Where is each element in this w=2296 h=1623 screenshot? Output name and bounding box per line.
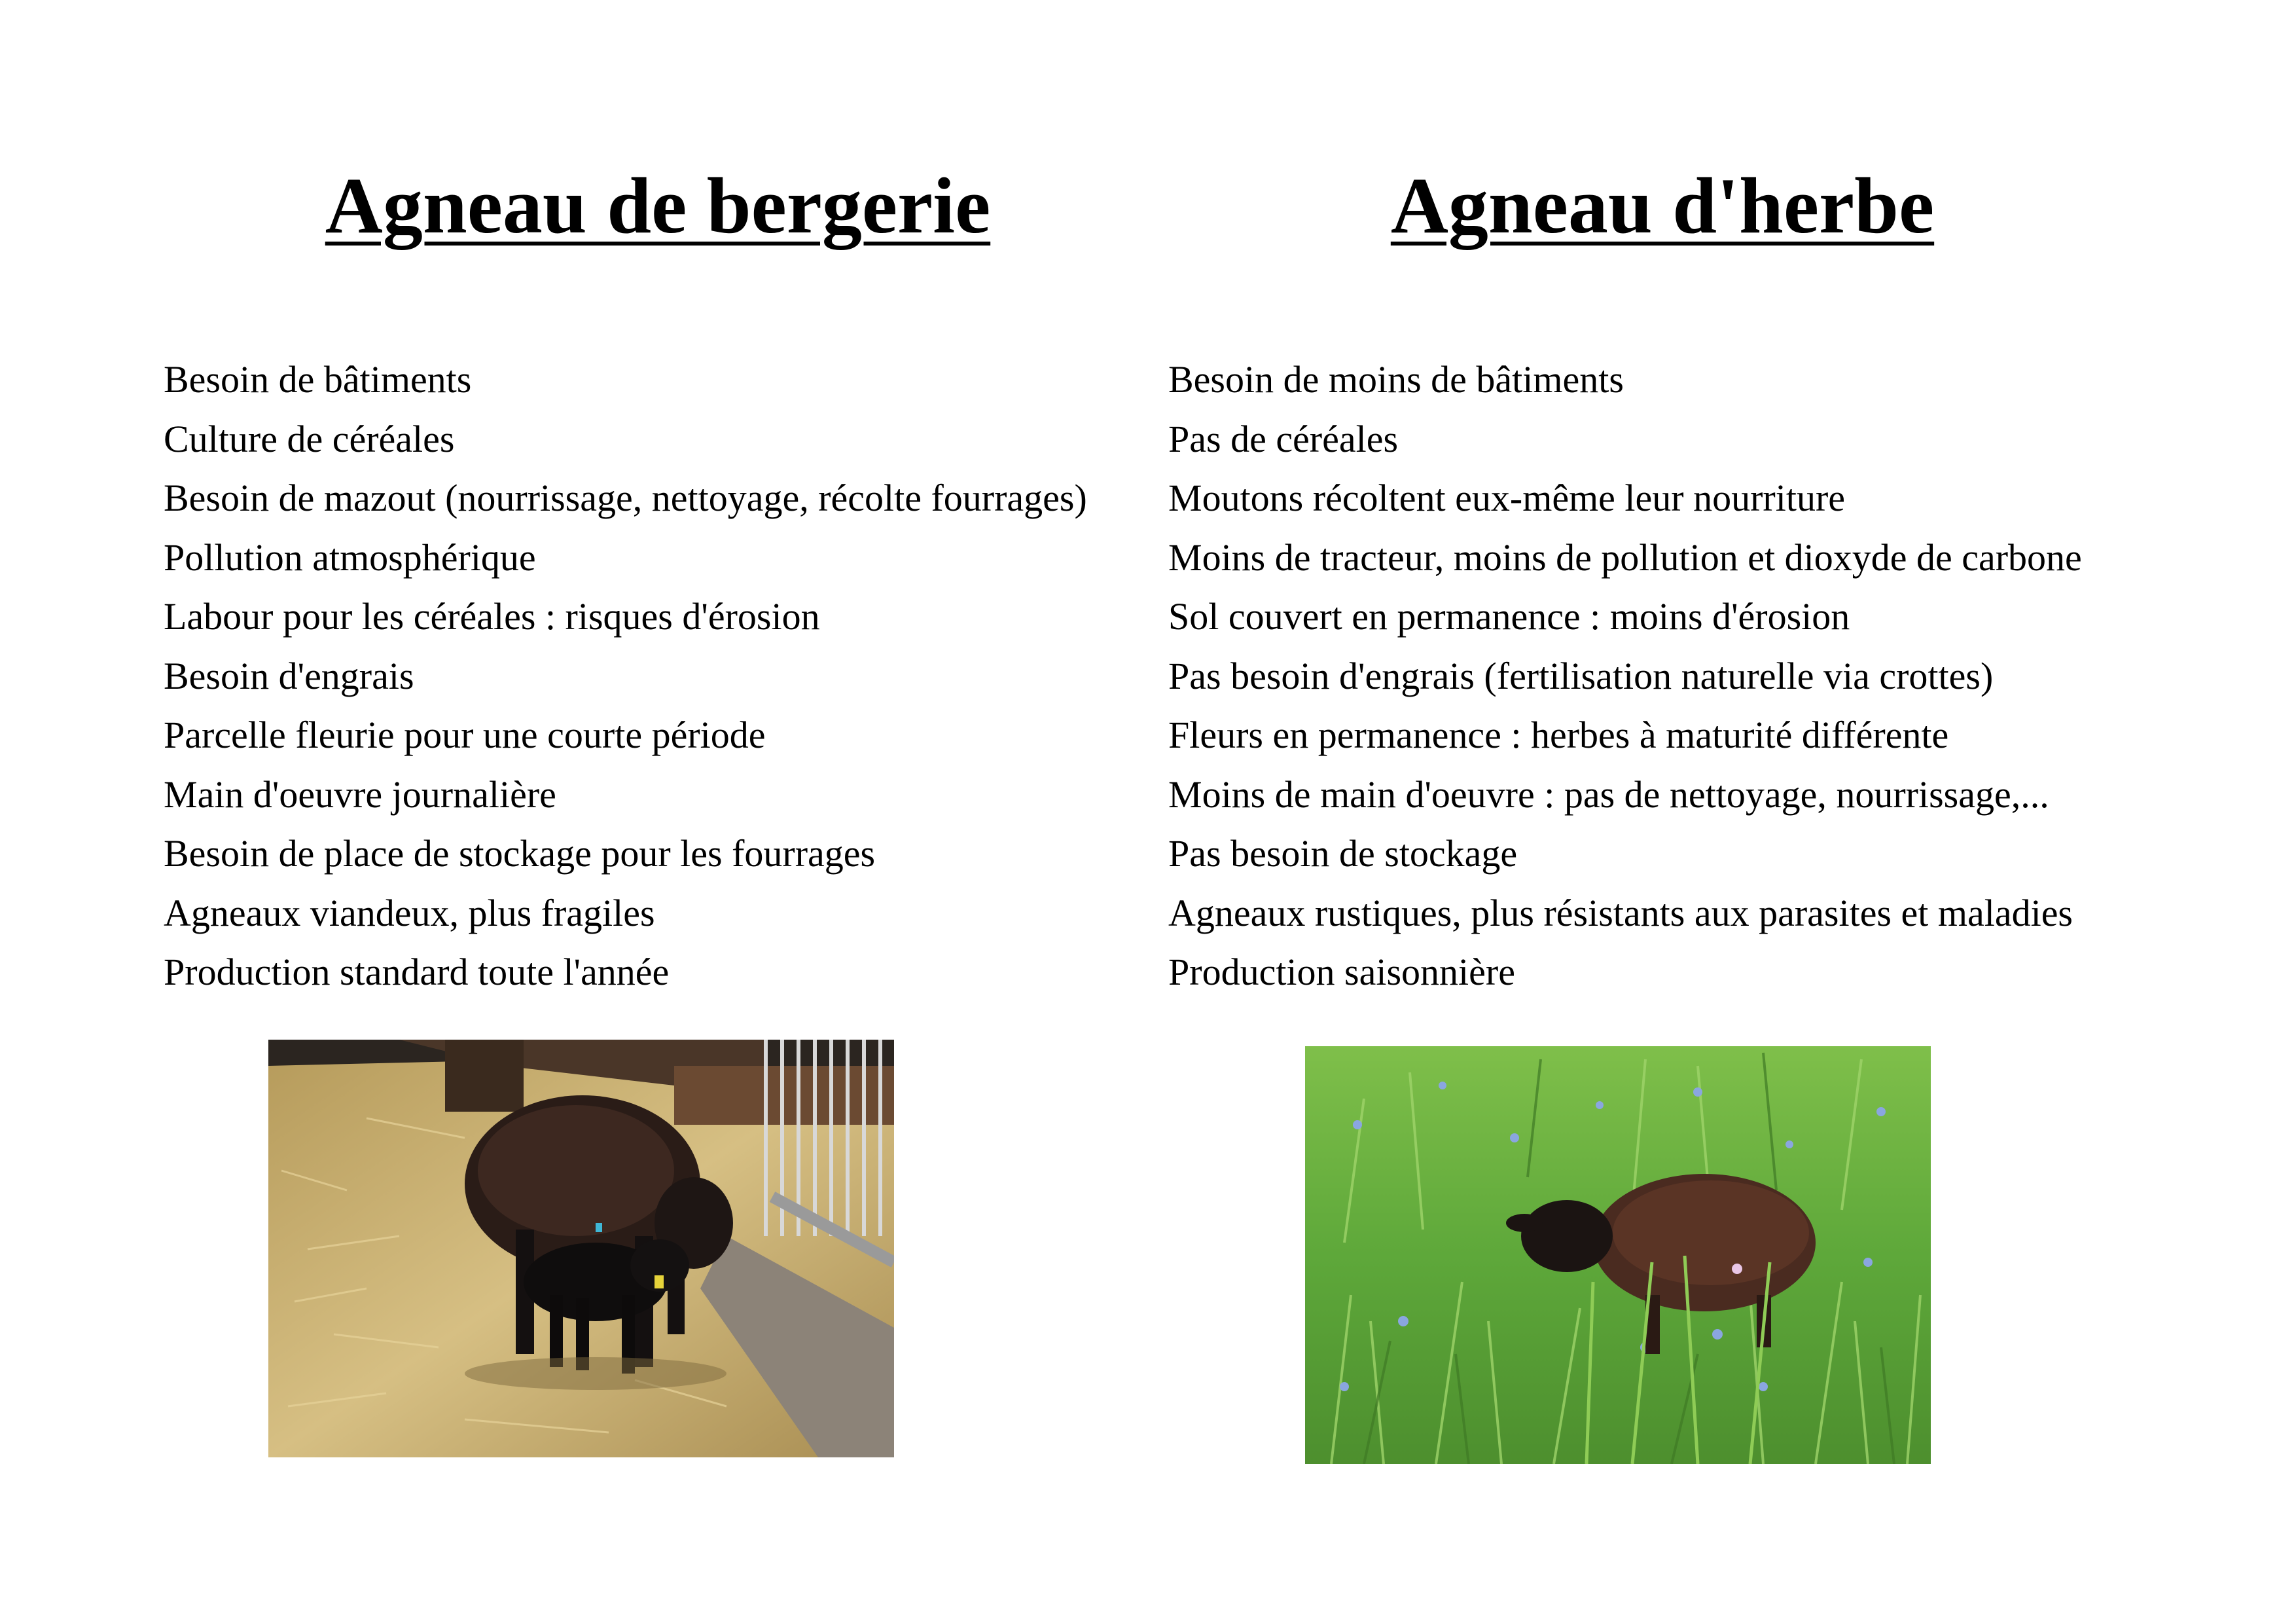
list-item: Fleurs en permanence : herbes à maturité différente xyxy=(1168,714,1949,756)
list-item: Sol couvert en permanence : moins d'érosion xyxy=(1168,595,1850,638)
right-title: Agneau d'herbe xyxy=(1390,162,1935,250)
list-item: Pas besoin d'engrais (fertilisation naturelle via crottes) xyxy=(1168,654,1994,697)
list-item: Moins de tracteur, moins de pollution et dioxyde de carbone xyxy=(1168,536,2082,579)
list-item: Besoin de place de stockage pour les fourrages xyxy=(164,832,876,875)
list-item: Parcelle fleurie pour une courte période xyxy=(164,714,766,756)
left-title: Agneau de bergerie xyxy=(325,162,991,250)
list-item: Main d'oeuvre journalière xyxy=(164,773,556,816)
barn-sheep-photo xyxy=(268,1040,894,1457)
list-item: Besoin de bâtiments xyxy=(164,358,472,401)
list-item: Besoin de moins de bâtiments xyxy=(1168,358,1624,401)
left-title-wrap xyxy=(0,162,1316,250)
list-item: Agneaux rustiques, plus résistants aux parasites et maladies xyxy=(1168,891,2073,934)
list-item: Labour pour les céréales : risques d'érosion xyxy=(164,595,820,638)
list-item: Pas de céréales xyxy=(1168,417,1399,460)
right-list xyxy=(1168,350,2082,1002)
list-item: Production saisonnière xyxy=(1168,951,1515,993)
list-item: Besoin d'engrais xyxy=(164,654,414,697)
list-item: Culture de céréales xyxy=(164,417,455,460)
list-item: Pas besoin de stockage xyxy=(1168,832,1518,875)
list-item: Production standard toute l'année xyxy=(164,951,670,993)
list-item: Pollution atmosphérique xyxy=(164,536,536,579)
list-item: Besoin de mazout (nourrissage, nettoyage, récolte fourrages) xyxy=(164,477,1087,519)
meadow-sheep-photo xyxy=(1305,1046,1931,1464)
left-list xyxy=(164,350,1087,1002)
list-item: Moins de main d'oeuvre : pas de nettoyage, nourrissage,... xyxy=(1168,773,2049,816)
right-title-wrap xyxy=(1230,162,2094,250)
list-item: Agneaux viandeux, plus fragiles xyxy=(164,891,655,934)
list-item: Moutons récoltent eux-même leur nourriture xyxy=(1168,477,1846,519)
